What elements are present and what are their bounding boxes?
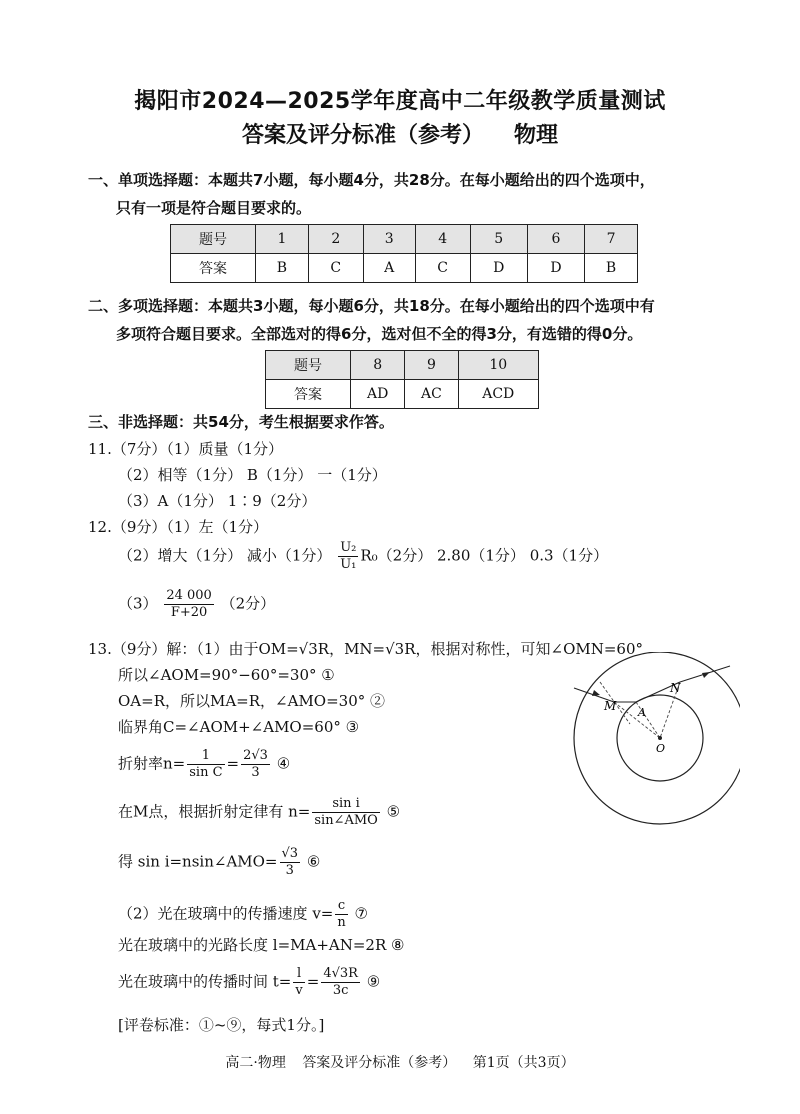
- fraction: [280, 846, 301, 879]
- fraction-numerator: sin i: [312, 796, 379, 813]
- q13-line7-text: 得 sin i=nsin∠AMO=: [118, 852, 278, 871]
- fraction-numerator: 24 000: [166, 588, 212, 603]
- q13-line9: 光在玻璃中的光路长度 l=MA+AN=2R ⑧: [118, 936, 405, 954]
- q13-line4: 临界角C=∠AOM+∠AMO=60° ③: [118, 718, 360, 736]
- equation-number: ⑤: [381, 802, 401, 821]
- fraction: [312, 796, 379, 829]
- fraction-numerator: l: [293, 966, 304, 983]
- fraction-numerator: 2√3: [243, 748, 268, 763]
- q13-line5-text: 折射率n=: [118, 754, 186, 773]
- table-cell: D: [470, 254, 527, 283]
- q13-line10-text: 光在玻璃中的传播时间 t=: [118, 972, 292, 991]
- page-footer: [0, 1052, 800, 1072]
- fraction-denominator: F+20: [170, 605, 208, 620]
- q12-line2-text: （2）增大（1分） 减小（1分）: [118, 546, 332, 565]
- table-cell: C: [415, 254, 470, 283]
- table-cell: 3: [363, 225, 415, 254]
- footer-subject: 高二·物理: [225, 1055, 286, 1071]
- table-cell: 9: [405, 351, 458, 380]
- table-cell: ACD: [458, 380, 538, 409]
- q12-line2: [118, 540, 608, 573]
- q13-line1: 13.（9分）解：（1）由于OM=√3R，MN=√3R，根据对称性，可知∠OMN=60°: [88, 640, 644, 658]
- label-o: O: [656, 742, 666, 755]
- fraction-denominator: 3c: [332, 983, 349, 998]
- q13-line2: 所以∠AOM=90°−60°=30° ①: [118, 666, 335, 684]
- table-cell: B: [585, 254, 638, 283]
- center-point: [658, 736, 662, 740]
- fraction-numerator: 1: [187, 748, 224, 765]
- q12-line2-rest: R₀（2分） 2.80（1分） 0.3（1分）: [360, 546, 609, 565]
- label-a: A: [638, 706, 646, 719]
- optics-diagram: [570, 652, 740, 832]
- q13-line5: [118, 748, 290, 781]
- fraction: [335, 898, 347, 931]
- q13-line8: [118, 898, 368, 931]
- table-cell: AD: [351, 380, 405, 409]
- fraction: [187, 748, 224, 781]
- table-cell: 6: [527, 225, 584, 254]
- table-cell: 8: [351, 351, 405, 380]
- section2-answer-table: [265, 350, 539, 409]
- outer-circle: [574, 652, 740, 824]
- q13-line6-text: 在M点，根据折射定律有 n=: [118, 802, 311, 821]
- table-cell: AC: [405, 380, 458, 409]
- table-row: [171, 254, 638, 283]
- footer-page-number: 第1页（共3页）: [472, 1055, 575, 1071]
- footer-doc-name: 答案及评分标准（参考）: [302, 1055, 457, 1071]
- q13-line3: OA=R，所以MA=R，∠AMO=30° ②: [118, 692, 386, 710]
- section1-heading-line2: 只有一项是符合题目要求的。: [116, 199, 312, 217]
- section2-heading-line2: 多项符合题目要求。全部选对的得6分，选对但不全的得3分，有选错的得0分。: [116, 325, 643, 343]
- table-cell: 5: [470, 225, 527, 254]
- table-cell: 2: [308, 225, 363, 254]
- label-n: N: [670, 681, 681, 695]
- q11-line3: （3）A（1分） 1∶9（2分）: [118, 492, 317, 510]
- label-m: M: [604, 699, 617, 713]
- fraction-denominator: 3: [251, 765, 260, 780]
- q11-line2: （2）相等（1分） B（1分） 一（1分）: [118, 466, 387, 484]
- section3-heading: 三、非选择题：共54分，考生根据要求作答。: [88, 413, 394, 431]
- table-cell: A: [363, 254, 415, 283]
- equation-number: ⑥: [302, 852, 321, 871]
- page-title: 揭阳市2024—2025学年度高中二年级教学质量测试: [134, 89, 666, 114]
- fraction: [338, 540, 358, 573]
- fraction-numerator: c: [335, 898, 347, 915]
- q12-line3-label: （3）: [118, 594, 158, 613]
- fraction-denominator: U₁: [340, 557, 357, 572]
- section2-heading-line1: 二、多项选择题：本题共3小题，每小题6分，共18分。在每小题给出的四个选项中有: [88, 297, 655, 315]
- table-header-cell: 题号: [171, 225, 256, 254]
- table-cell: 1: [256, 225, 309, 254]
- exit-arrow-icon: [702, 672, 710, 678]
- equals-sign: =: [226, 754, 240, 773]
- table-cell: C: [308, 254, 363, 283]
- fraction-numerator: √3: [281, 846, 299, 861]
- q13-line7: [118, 846, 320, 879]
- equation-number: ⑨: [361, 972, 381, 991]
- fraction-denominator: n: [337, 915, 346, 930]
- section1-heading-line1: 一、单项选择题：本题共7小题，每小题4分，共28分。在每小题给出的四个选项中，: [88, 171, 655, 189]
- fraction-numerator: 4√3R: [323, 966, 358, 981]
- section1-heading: [88, 166, 748, 222]
- table-header-cell: 题号: [266, 351, 351, 380]
- page-subtitle: [0, 118, 800, 149]
- table-cell: D: [527, 254, 584, 283]
- table-row: [266, 380, 539, 409]
- q11-line1: 11.（7分）（1）质量（1分）: [88, 440, 283, 458]
- fraction-denominator: sin C: [189, 765, 223, 780]
- table-row: [266, 351, 539, 380]
- q12-line1: 12.（9分）（1）左（1分）: [88, 518, 268, 536]
- table-header-cell: 答案: [266, 380, 351, 409]
- fraction: [293, 966, 304, 999]
- table-header-cell: 答案: [171, 254, 256, 283]
- section1-answer-table: [170, 224, 638, 283]
- equals-sign: =: [306, 972, 320, 991]
- q12-line3: [118, 588, 275, 621]
- subtitle-text: 答案及评分标准（参考）: [241, 123, 484, 148]
- table-cell: 4: [415, 225, 470, 254]
- incident-arrow-icon: [592, 690, 600, 696]
- fraction-denominator: 3: [285, 863, 294, 878]
- q13-line6: [118, 796, 400, 829]
- fraction: [241, 748, 270, 781]
- fraction-denominator: sin∠AMO: [314, 813, 378, 828]
- fraction-numerator: U₂: [340, 540, 357, 555]
- equation-number: ④: [271, 754, 291, 773]
- subject-label: 物理: [514, 123, 559, 148]
- q13-line10: [118, 966, 380, 999]
- table-row: [171, 225, 638, 254]
- section2-heading: [88, 292, 748, 348]
- fraction-denominator: v: [295, 983, 303, 998]
- table-cell: 10: [458, 351, 538, 380]
- table-cell: 7: [585, 225, 638, 254]
- q13-grading-note: [评卷标准：①~⑨，每式1分。]: [118, 1016, 325, 1034]
- q12-line3-score: （2分）: [220, 594, 276, 613]
- table-cell: B: [256, 254, 309, 283]
- equation-number: ⑦: [349, 904, 368, 923]
- q13-line8-text: （2）光在玻璃中的传播速度 v=: [118, 904, 334, 923]
- fraction: [164, 588, 214, 621]
- fraction: [321, 966, 360, 999]
